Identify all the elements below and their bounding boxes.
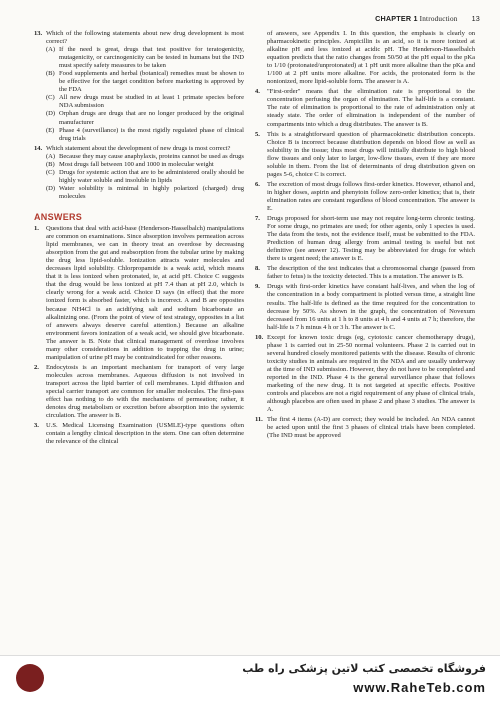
- answer-text: The excretion of most drugs follows first-order kinetics. However, ethanol and, in higher doses, aspirin and phenytoin follow zero-order kinetics; that is, their elimination rates are constant regardless of blood concentration. The answer is E.: [267, 180, 475, 212]
- shop-logo-icon: [16, 664, 44, 692]
- question-stem: Which statement about the development of new drugs is most correct?: [46, 144, 231, 152]
- footer-banner: [0, 655, 500, 701]
- answer-number: 2.: [34, 363, 39, 371]
- answer-option: [46, 153, 244, 161]
- answer-text: The description of the test indicates that a chromosomal change (passed from father to fetus) is the toxicity detected. This is a mutation. The answer is B.: [267, 265, 475, 281]
- option-text: All new drugs must be studied in at least 1 primate species before NDA submission: [59, 94, 244, 110]
- answer-item: [34, 422, 244, 446]
- answer-number: 6.: [255, 180, 260, 188]
- question-stem: Which of the following statements about new drug development is most correct?: [46, 30, 244, 46]
- answer-number: 10.: [255, 333, 264, 341]
- answer-item: [255, 30, 475, 86]
- option-letter: (A): [46, 152, 56, 160]
- answer-option: [46, 185, 244, 201]
- question-number: 13.: [34, 30, 43, 37]
- question-item: [34, 30, 244, 143]
- answer-item: [255, 265, 475, 281]
- answer-text: Endocytosis is an important mechanism for transport of very large molecules across membranes. Aqueous diffusion is not involved in transport across the lipid barrier of cell membranes. Lipid diffusion and special carrier transport are common for smaller molecules. The first-pass effect has nothing to do with the mechanisms of permeation; rather, it denotes drug metabolism or excretion before absorption into the systemic circulation. The answer is B.: [46, 363, 244, 420]
- answer-item: [34, 364, 244, 420]
- banner-url: www.RaheTeb.com: [353, 680, 486, 695]
- answer-option: [46, 127, 244, 143]
- question-item: [34, 145, 244, 201]
- option-letter: (B): [46, 70, 55, 78]
- answer-text: "First-order" means that the elimination rate is proportional to the concentration perfusing the organ of elimination. The half-life is a constant. The rate of elimination is proportional to the rate of administration only at steady state. The order of elimination is independent of the number of compartments into which a drug distributes. The answer is B.: [267, 88, 475, 128]
- answer-number: 11.: [255, 416, 263, 424]
- question-body: [46, 30, 244, 143]
- option-text: Water solubility is minimal in highly polarized (charged) drug molecules: [59, 184, 244, 200]
- left-column: [34, 30, 244, 448]
- option-letter: (E): [46, 126, 55, 134]
- answer-number: [255, 30, 267, 86]
- answer-item: [255, 334, 475, 414]
- answer-text: Questions that deal with acid-base (Henderson-Hasselbalch) manipulations are common on examinations. Since absorption involves permeation across lipid membranes, we can in theory treat an overdose by decreasing absorption from the gut and reabsorption from the tubular urine by making the drug less lipid-soluble. Ionization attracts water molecules and decreases lipid solubility. Chlorpropamide is a weak acid, which means that it is less ionized when protonated, ie, at acid pH. Choice C suggests that the drug would be less ionized at pH 7.4 than at pH 2.0, which is clearly wrong for a weak acid. Choice D says (in effect) that the more ionized form is absorbed faster, which is incorrect. A and B are opposites because NH4Cl is an acidifying salt and sodium bicarbonate an alkalinizing one. (From the point of view of test strategy, opposites in a list of answers always deserve careful attention.) Because an alkaline environment favors ionization of a weak acid, we should give bicarbonate. The answer is B. Note that clinical management of overdose involves many other considerations in addition to trapping the drug in urine; manipulation of urine pH may be contraindicated for other reasons.: [46, 225, 244, 361]
- option-text: Phase 4 (surveillance) is the most rigidly regulated phase of clinical drug trials: [59, 126, 244, 142]
- answer-item: [34, 225, 244, 362]
- answer-number: 4.: [255, 88, 260, 96]
- answer-text: Drugs with first-order kinetics have constant half-lives, and when the log of the concentration in a body compartment is plotted versus time, a straight line results. The half-life is defined as the time required for the concentration to decrease by 50%. As shown in the graph, the concentration of Novexum decreased from 16 units at 1 h to 8 units at 4 h and 4 units at 7 h; therefore, the half-life is 7 h minus 4 h or 3 h. The answer is C.: [267, 283, 475, 331]
- banner-persian-text: فروشگاه تخصصی کتب لاتین پزشکی راه طب: [242, 662, 486, 675]
- option-text: Drugs for systemic action that are to be administered orally should be highly water soluble and insoluble in lipids: [59, 168, 244, 184]
- answer-option: [46, 169, 244, 185]
- answers-heading: ANSWERS: [34, 211, 83, 222]
- answer-text: U.S. Medical Licensing Examination (USMLE)-type questions often contain a lengthy clinical description in the stem. One can often determine the relevance of the clinical: [46, 422, 244, 446]
- question-number: 14.: [34, 144, 43, 152]
- answer-number: 5.: [255, 130, 260, 138]
- option-letter: (D): [46, 110, 56, 118]
- answer-item: [255, 215, 475, 263]
- answer-text: of answers, see Appendix I. In this question, the emphasis is clearly on pharmacokinetic principles. Ampicillin is an acid, so it is more ionized at alkaline pH and less ionized at acidic pH. The Henderson-Hasselbalch equation predicts that the ratio changes from 50/50 at the pH equal to the pKa to 1/10 (protonated/unprotonated) at 1 pH unit more alkaline than the pKa and 1/100 at 2 pH units more alkaline. For acids, the protonated form is the nonionized, more lipid-soluble form. The answer is A.: [267, 30, 475, 86]
- answer-number: 7.: [255, 215, 260, 223]
- option-text: Orphan drugs are drugs that are no longer produced by the original manufacturer: [59, 110, 244, 126]
- answer-option: [46, 94, 244, 110]
- answer-item: [255, 416, 475, 440]
- answer-text: This is a straightforward question of pharmacokinetic distribution concepts. Choice B is incorrect because distribution depends on blood flow as well as solubility in the tissue; thus most drugs will initially distribute to high blood flow tissues and only later to larger, low-flow tissues, even if they are more soluble in them. From the list of determinants of drug distribution given on pages 5-6, choice C is correct.: [267, 130, 475, 178]
- option-text: Most drugs fall between 100 and 1000 in molecular weight: [59, 160, 214, 168]
- answer-option: [46, 161, 244, 169]
- answer-number: 9.: [255, 283, 260, 291]
- page-header: [375, 14, 480, 23]
- option-letter: (B): [46, 160, 55, 168]
- right-column: [255, 30, 475, 442]
- answer-option: [46, 70, 244, 94]
- answer-item: [255, 283, 475, 331]
- option-text: If the need is great, drugs that test positive for teratogenicity, mutagenicity, or carcinogenicity can be tested in humans but the IND must specify safety measures to be taken: [59, 46, 244, 70]
- answer-text: The first 4 items (A-D) are correct; they would be included. An NDA cannot be acted upon until the first 3 phases of clinical trials have been completed. (The IND must be approved: [267, 416, 475, 440]
- answer-item: [255, 88, 475, 128]
- option-letter: (C): [46, 168, 55, 176]
- question-body: [46, 145, 244, 201]
- option-text: Because they may cause anaphylaxis, proteins cannot be used as drugs: [59, 152, 244, 160]
- answer-number: 1.: [34, 225, 39, 233]
- option-letter: (D): [46, 184, 56, 192]
- option-letter: (C): [46, 94, 55, 102]
- answer-text: Except for known toxic drugs (eg, cytotoxic cancer chemotherapy drugs), phase 1 is carried out in 25-50 normal volunteers. Phase 2 is carried out in several hundred closely monitored patients with the disease. Results of chronic toxicity studies in animals are required in the NDA and are usually underway at the time of IND submission. However, they do not have to be completed and reported in the IND. Phase 4 is the general surveillance phase that follows marketing of the new drug. It is not targeted at specific effects. Positive controls and placebos are not a rigid requirement of any phase of clinical trials, although placebos are often used in phase 2 and phase 3 studies. The answer is A.: [267, 333, 475, 414]
- answer-item: [255, 131, 475, 179]
- answer-item: [255, 181, 475, 213]
- chapter-title: Introduction: [419, 15, 458, 23]
- answer-number: 3.: [34, 422, 39, 430]
- option-text: Food supplements and herbal (botanical) remedies must be shown to be effective for the target condition before marketing is approved by the FDA: [59, 70, 244, 94]
- answer-number: 8.: [255, 265, 260, 273]
- answer-text: Drugs proposed for short-term use may not require long-term chronic testing. For some drugs, no primates are used; for other agents, only 1 species is used. The data from the tests, not the evidence itself, must be submitted to the FDA. Prediction of human drug allergy from animal testing is useful but not definitive (see answer 12). Testing may be abbreviated for drugs for which there is urgent need; the answer is E.: [267, 215, 475, 263]
- option-letter: (A): [46, 46, 56, 54]
- answer-option: [46, 110, 244, 126]
- answer-option: [46, 46, 244, 70]
- chapter-label: CHAPTER 1: [375, 14, 418, 23]
- page-number: 13: [471, 14, 480, 23]
